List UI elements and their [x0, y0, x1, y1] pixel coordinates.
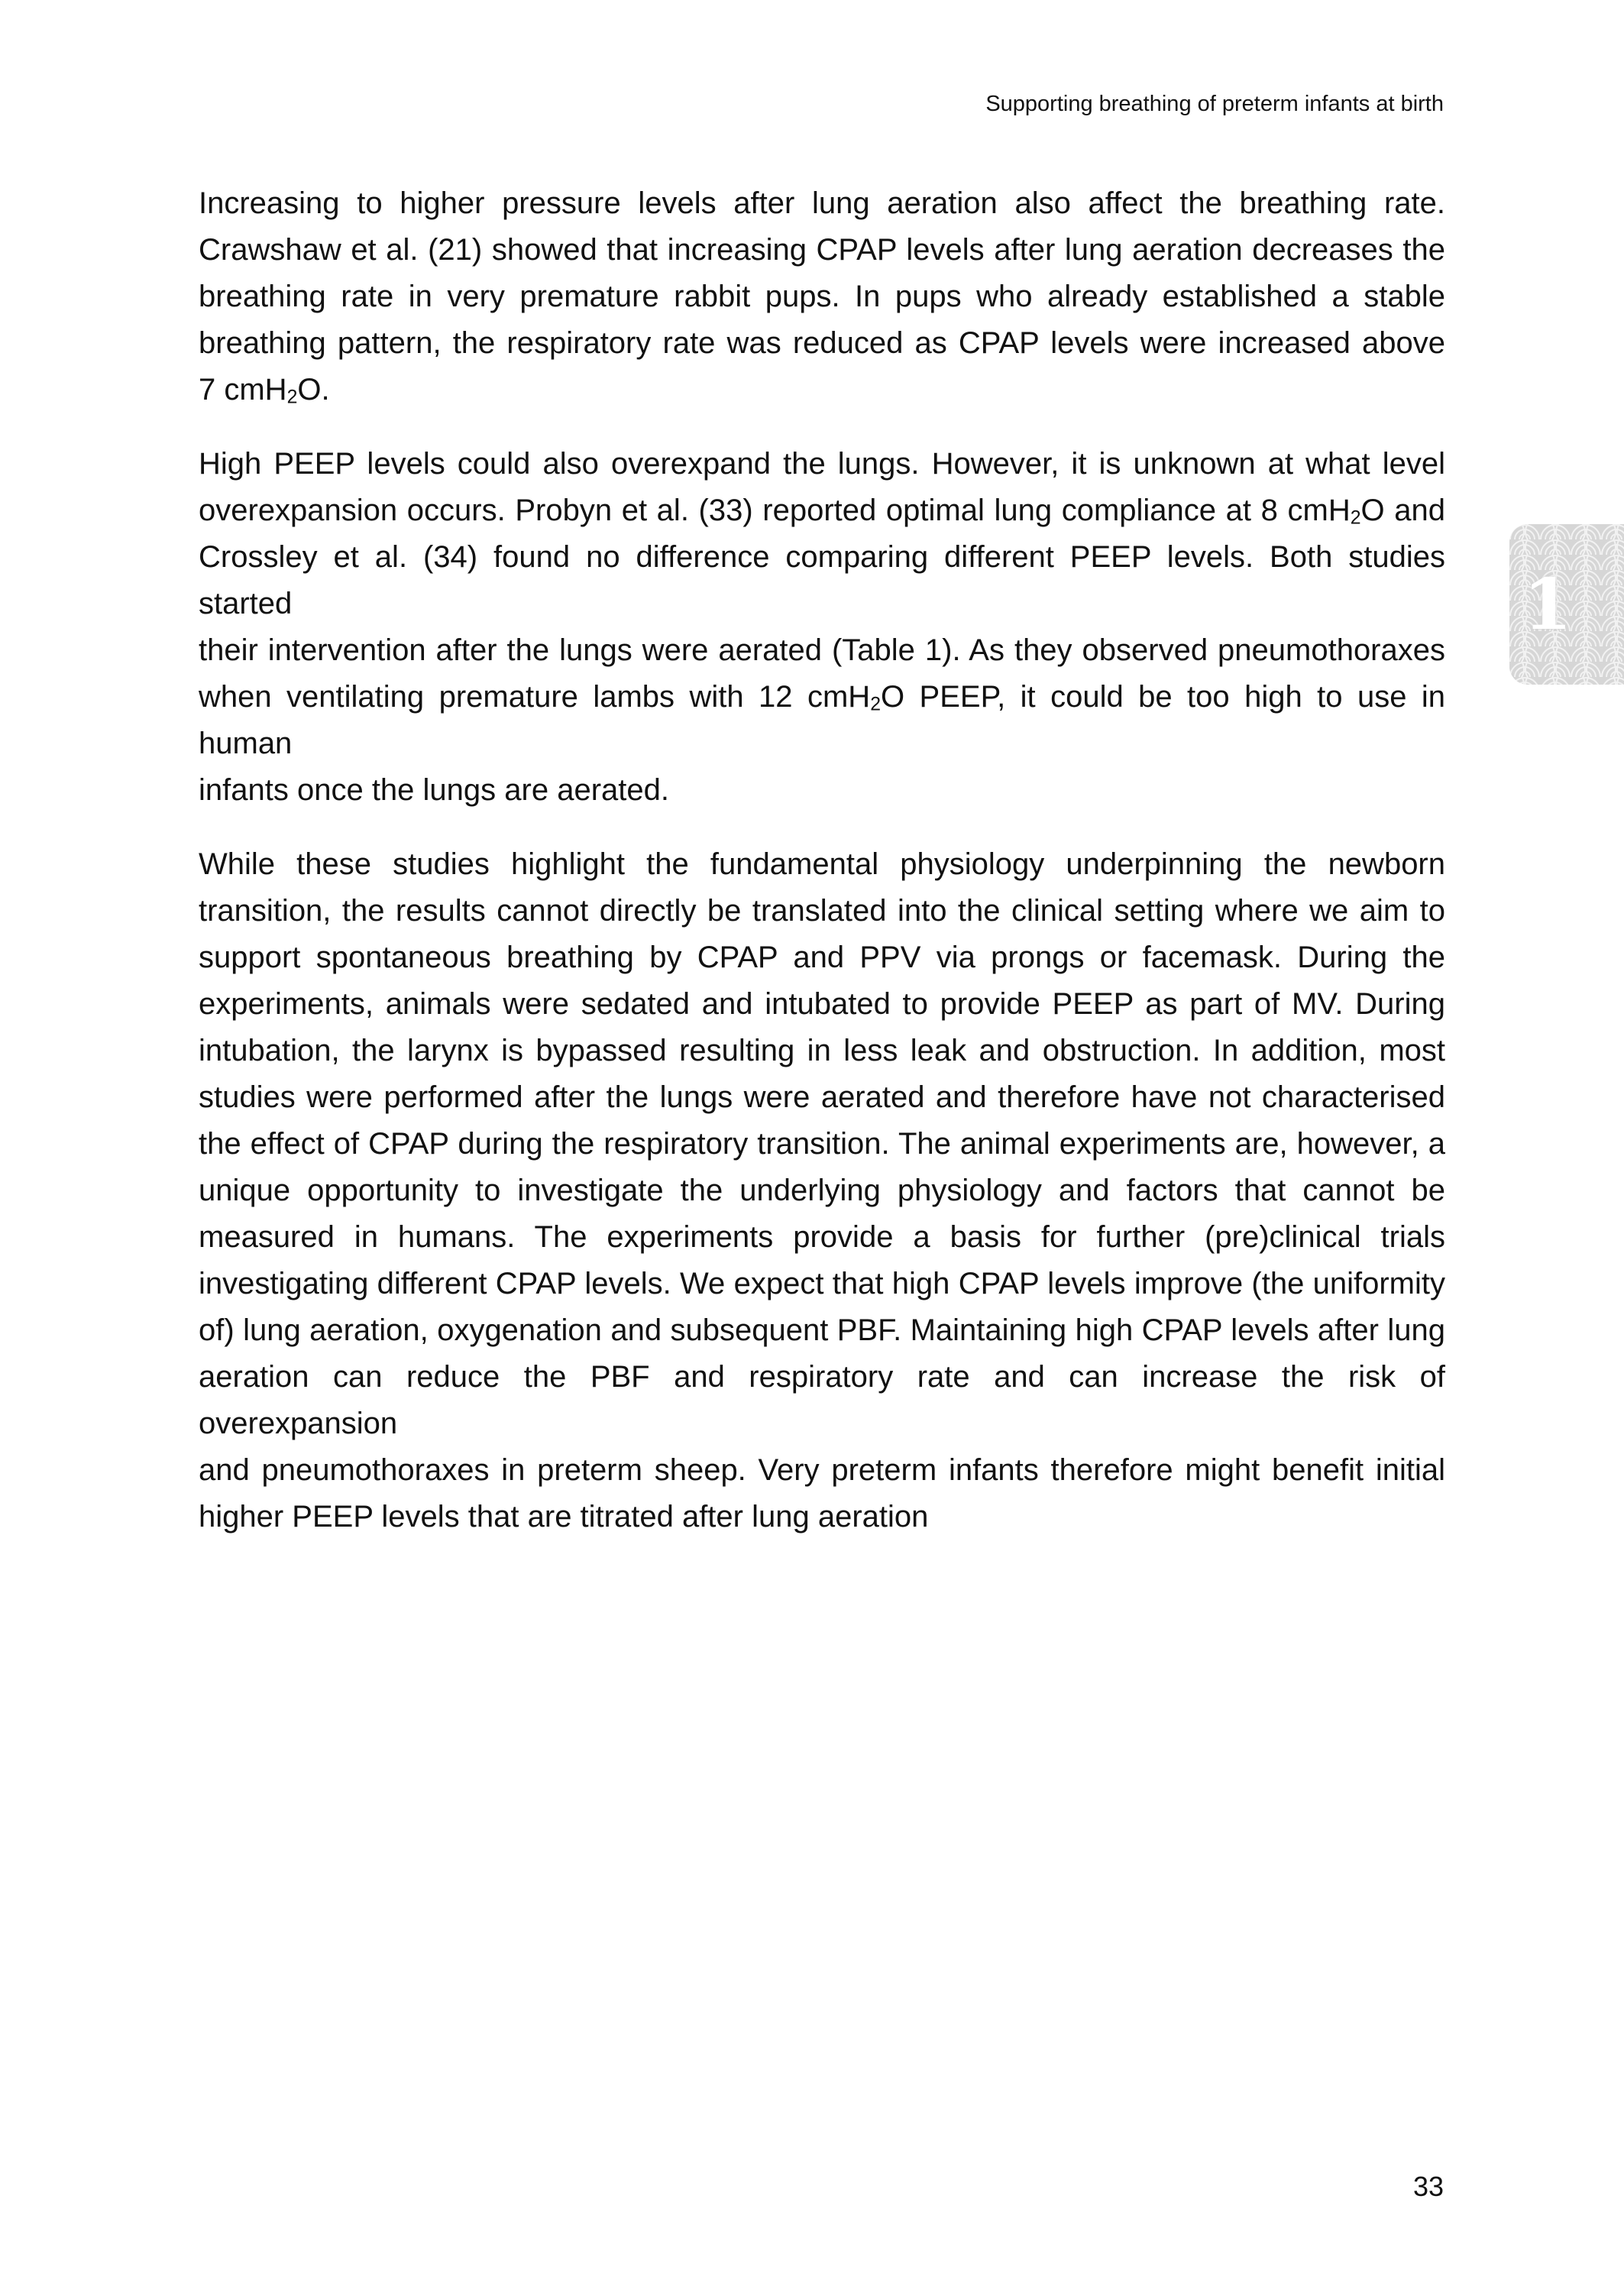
- text-line: [199, 674, 1445, 767]
- text-line: Increasing to higher pressure levels after lung aeration also affect the breathing rate.: [199, 186, 1445, 220]
- text-line: studies were performed after the lungs were aerated and therefore have not characterised: [199, 1080, 1445, 1114]
- text-line: higher PEEP levels that are titrated after lung aeration: [199, 1500, 929, 1534]
- text-line: Crawshaw et al. (21) showed that increasing CPAP levels after lung aeration decreases the: [199, 233, 1445, 267]
- text-line: breathing pattern, the respiratory rate was reduced as CPAP levels were increased above: [199, 326, 1445, 360]
- running-header: Supporting breathing of preterm infants at birth: [985, 92, 1444, 116]
- text-line: support spontaneous breathing by CPAP and PPV via prongs or facemask. During the: [199, 941, 1445, 974]
- text-line: [199, 487, 1445, 534]
- text-line: [199, 367, 1445, 413]
- chapter-tab: [1509, 524, 1624, 685]
- text-line: unique opportunity to investigate the underlying physiology and factors that cannot be: [199, 1174, 1445, 1207]
- subscript: 2: [870, 694, 881, 715]
- paragraph-3: [199, 841, 1445, 1540]
- text-line: Crossley et al. (34) found no difference comparing different PEEP levels. Both studies started: [199, 540, 1445, 620]
- text-fragment: O.: [297, 373, 330, 406]
- subscript: 2: [1350, 507, 1361, 529]
- paragraph-1: [199, 180, 1445, 413]
- text-line: investigating different CPAP levels. We expect that high CPAP levels improve (the uniformity: [199, 1267, 1445, 1300]
- text-line: the effect of CPAP during the respiratory transition. The animal experiments are, however, a: [199, 1127, 1445, 1161]
- text-line: measured in humans. The experiments provide a basis for further (pre)clinical trials: [199, 1220, 1445, 1254]
- text-fragment: when ventilating premature lambs with 12 cmH: [199, 680, 871, 714]
- text-line: While these studies highlight the fundamental physiology underpinning the newborn: [199, 847, 1445, 881]
- text-fragment: 7 cmH: [199, 373, 287, 406]
- text-line: transition, the results cannot directly be translated into the clinical setting where we aim to: [199, 894, 1445, 928]
- text-fragment: O PEEP, it could be too high to use in human: [199, 680, 1446, 760]
- text-line: High PEEP levels could also overexpand the lungs. However, it is unknown at what level: [199, 447, 1445, 481]
- text-line: of) lung aeration, oxygenation and subsequent PBF. Maintaining high CPAP levels after lung: [199, 1313, 1445, 1347]
- paragraph-2: [199, 441, 1445, 814]
- text-line: experiments, animals were sedated and intubated to provide PEEP as part of MV. During: [199, 987, 1445, 1021]
- text-line: aeration can reduce the PBF and respiratory rate and can increase the risk of overexpansion: [199, 1360, 1445, 1440]
- text-line: intubation, the larynx is bypassed resulting in less leak and obstruction. In addition, most: [199, 1034, 1445, 1067]
- page-number: 33: [1412, 2171, 1444, 2202]
- text-line: and pneumothoraxes in preterm sheep. Very preterm infants therefore might benefit initial: [199, 1453, 1445, 1487]
- chapter-number: 1: [1522, 563, 1572, 646]
- text-line: breathing rate in very premature rabbit pups. In pups who already established a stable: [199, 280, 1445, 313]
- text-fragment: O and: [1360, 494, 1445, 527]
- text-fragment: overexpansion occurs. Probyn et al. (33) reported optimal lung compliance at 8 cmH: [199, 494, 1351, 527]
- text-line: their intervention after the lungs were aerated (Table 1). As they observed pneumothoraxes: [199, 633, 1445, 667]
- body-text: [199, 180, 1445, 1568]
- text-line: infants once the lungs are aerated.: [199, 773, 669, 807]
- subscript: 2: [286, 387, 298, 408]
